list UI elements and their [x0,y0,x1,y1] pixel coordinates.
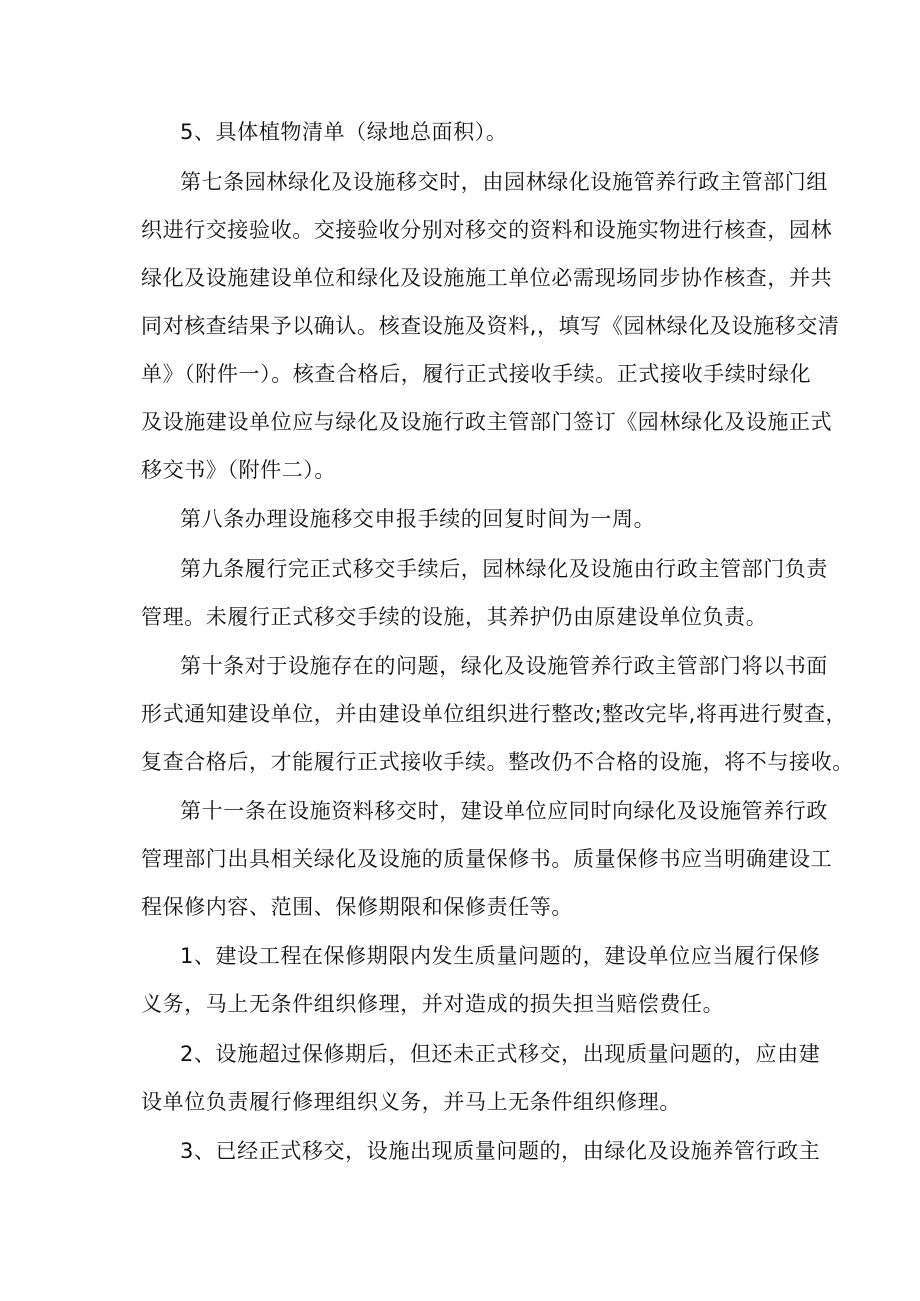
text-line: 第八条办理设施移交申报手续的回复时间为一周。 [180,507,656,531]
text-line: 管理。未履行正式移交手续的设施，其养护仍由原建设单位负责。 [141,605,768,629]
text-line: 2、设施超过保修期后，但还未正式移交，出现质量问题的，应由建 [180,1042,821,1066]
text-line: 单》（附件一）。核查合格后，履行正式接收手续。正式接收手续时绿化 [141,362,812,386]
text-line: 1、建设工程在保修期限内发生质量问题的，建设单位应当履行保修 [180,944,821,968]
text-line: 第七条园林绿化及设施移交时，由园林绿化设施管养行政主管部门组 [180,170,828,194]
text-line: 及设施建设单位应与绿化及设施行政主管部门签订《园林绿化及设施正式 [141,410,833,434]
text-line: 义务，马上无条件组织修理，并对造成的损失担当赔偿费任。 [141,992,725,1016]
text-line: 设单位负责履行修理组织义务，并马上无条件组织修理。 [141,1090,681,1114]
text-line: 第十一条在设施资料移交时，建设单位应同时向绿化及设施管养行政 [180,799,828,823]
text-line: 同对核查结果予以确认。核查设施及资料,，填写《园林绿化及设施移交清 [141,314,840,338]
text-line: 形式通知建设单位，并由建设单位组织进行整改;整改完毕,将再进行熨查， [141,702,848,726]
text-line: 程保修内容、范围、保修期限和保修责任等。 [141,895,573,919]
text-line: 3、已经正式移交，设施出现质量问题的，由绿化及设施养管行政主 [180,1139,821,1163]
text-line: 5、具体植物清单（绿地总面积）。 [180,120,508,144]
text-line: 第九条履行完正式移交手续后，园林绿化及设施由行政主管部门负责 [180,557,828,581]
text-line: 绿化及设施建设单位和绿化及设施施工单位必需现场同步协作核查，并共 [141,266,833,290]
text-line: 织进行交接验收。交接验收分别对移交的资料和设施实物进行核查，园林 [141,218,833,242]
text-line: 复查合格后，才能履行正式接收手续。整改仍不合格的设施，将不与接收。 [141,750,854,774]
text-line: 第十条对于设施存在的问题，绿化及设施管养行政主管部门将以书面 [180,654,828,678]
text-line: 移交书》（附件二）。 [141,458,336,482]
text-line: 管理部门出具相关绿化及设施的质量保修书。质量保修书应当明确建设工 [141,847,833,871]
